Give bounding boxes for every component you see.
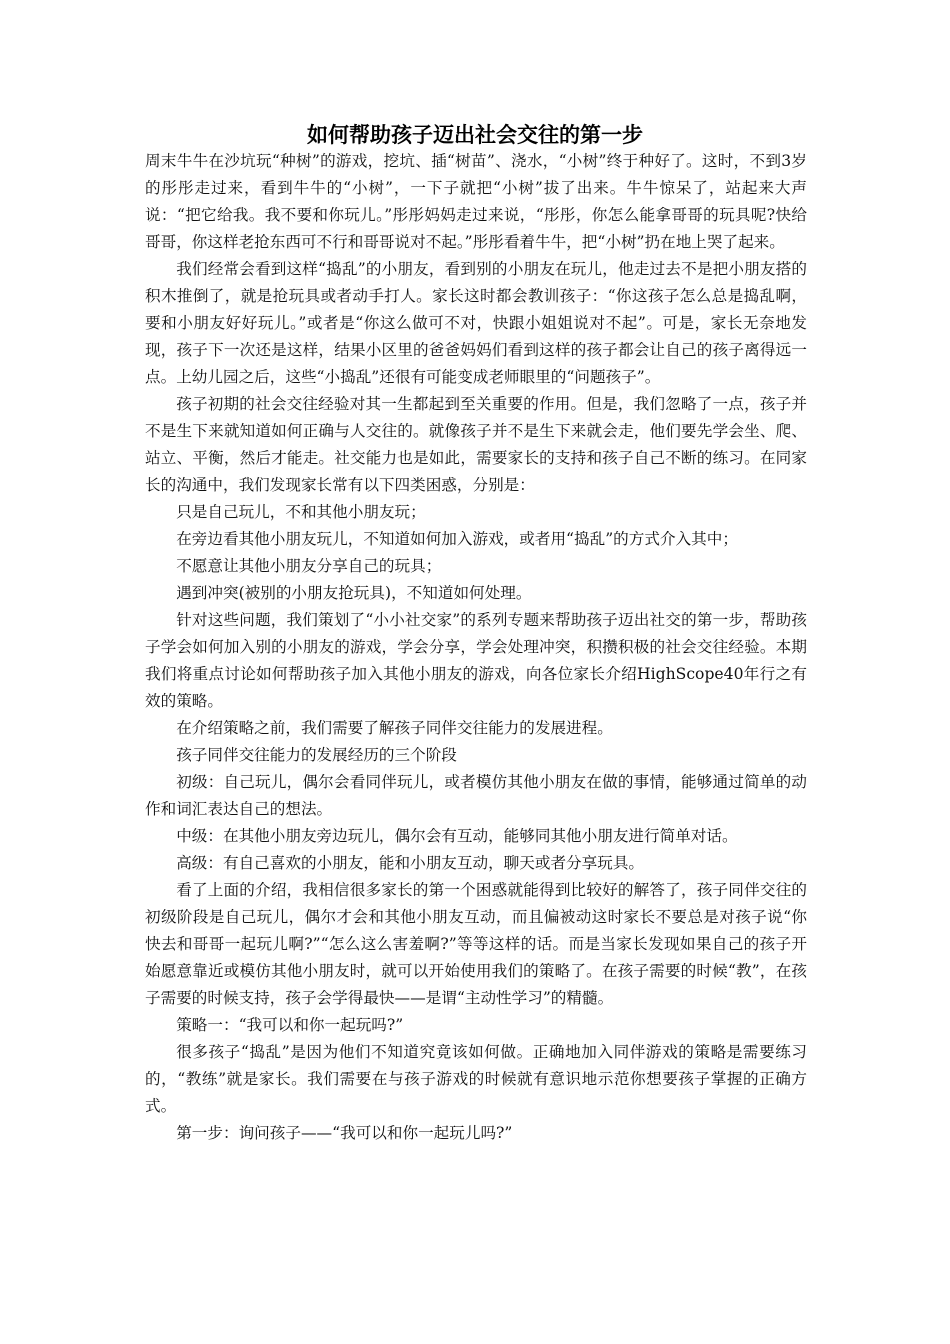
stage-item: 初级：自己玩儿，偶尔会看同伴玩儿，或者模仿其他小朋友在做的事情，能够通过简单的动作和词汇表达自己的想法。	[145, 773, 807, 818]
stage-item: 中级：在其他小朋友旁边玩儿，偶尔会有互动，能够同其他小朋友进行简单对话。	[176, 827, 738, 845]
document-body	[145, 148, 807, 1147]
list-item: 不愿意让其他小朋友分享自己的玩具；	[176, 557, 442, 575]
paragraph: 针对这些问题，我们策划了“小小社交家”的系列专题来帮助孩子迈出社交的第一步，帮助孩子学会如何加入别的小朋友的游戏，学会分享，学会处理冲突，积攒积极的社会交往经验。本期我们将重点讨论如何帮助孩子加入其他小朋友的游戏，向各位家长介绍HighScope40年行之有效的策略。	[145, 611, 807, 710]
list-item: 只是自己玩儿，不和其他小朋友玩；	[176, 503, 426, 521]
list-item: 遇到冲突(被别的小朋友抢玩具)，不知道如何处理。	[176, 584, 532, 602]
section-heading: 孩子同伴交往能力的发展经历的三个阶段	[176, 746, 457, 764]
list-item: 在旁边看其他小朋友玩儿，不知道如何加入游戏，或者用“捣乱”的方式介入其中；	[176, 530, 738, 548]
stage-item: 高级：有自己喜欢的小朋友，能和小朋友互动，聊天或者分享玩具。	[176, 854, 645, 872]
paragraph: 看了上面的介绍，我相信很多家长的第一个困惑就能得到比较好的解答了，孩子同伴交往的初级阶段是自己玩儿，偶尔才会和其他小朋友互动，而且偏被动这时家长不要总是对孩子说“你快去和哥哥一起玩儿啊?”“怎么这么害羞啊?”等等这样的话。而是当家长发现如果自己的孩子开始愿意靠近或模仿其他小朋友时，就可以开始使用我们的策略了。在孩子需要的时候“教”，在孩子需要的时候支持，孩子会学得最快——是谓“主动性学习”的精髓。	[145, 881, 807, 1007]
paragraph: 孩子初期的社会交往经验对其一生都起到至关重要的作用。但是，我们忽略了一点，孩子并不是生下来就知道如何正确与人交往的。就像孩子并不是生下来就会走，他们要先学会坐、爬、站立、平衡，然后才能走。社交能力也是如此，需要家长的支持和孩子自己不断的练习。在同家长的沟通中，我们发现家长常有以下四类困惑，分别是：	[145, 395, 807, 494]
paragraph: 很多孩子“捣乱”是因为他们不知道究竟该如何做。正确地加入同伴游戏的策略是需要练习的，“教练”就是家长。我们需要在与孩子游戏的时候就有意识地示范你想要孩子掌握的正确方式。	[145, 1043, 807, 1115]
paragraph: 周末牛牛在沙坑玩“种树”的游戏，挖坑、插“树苗”、浇水，“小树”终于种好了。这时，不到3岁的彤彤走过来，看到牛牛的“小树”，一下子就把“小树”拔了出来。牛牛惊呆了，站起来大声说：“把它给我。我不要和你玩儿。”彤彤妈妈走过来说，“彤彤，你怎么能拿哥哥的玩具呢?快给哥哥，你这样老抢东西可不行和哥哥说对不起。”彤彤看着牛牛，把“小树”扔在地上哭了起来。	[145, 152, 807, 251]
paragraph: 在介绍策略之前，我们需要了解孩子同伴交往能力的发展进程。	[176, 719, 613, 737]
step-heading: 第一步：询问孩子——“我可以和你一起玩儿吗?”	[176, 1124, 513, 1142]
document-title: 如何帮助孩子迈出社会交往的第一步	[307, 122, 643, 147]
paragraph: 我们经常会看到这样“捣乱”的小朋友，看到别的小朋友在玩儿，他走过去不是把小朋友搭的积木推倒了，就是抢玩具或者动手打人。家长这时都会教训孩子：“你这孩子怎么总是捣乱啊，要和小朋友好好玩儿。”或者是“你这么做可不对，快跟小姐姐说对不起”。可是，家长无奈地发现，孩子下一次还是这样，结果小区里的爸爸妈妈们看到这样的孩子都会让自己的孩子离得远一点。上幼儿园之后，这些“小捣乱”还很有可能变成老师眼里的“问题孩子”。	[145, 260, 807, 386]
strategy-heading: 策略一：“我可以和你一起玩吗?”	[176, 1016, 404, 1034]
